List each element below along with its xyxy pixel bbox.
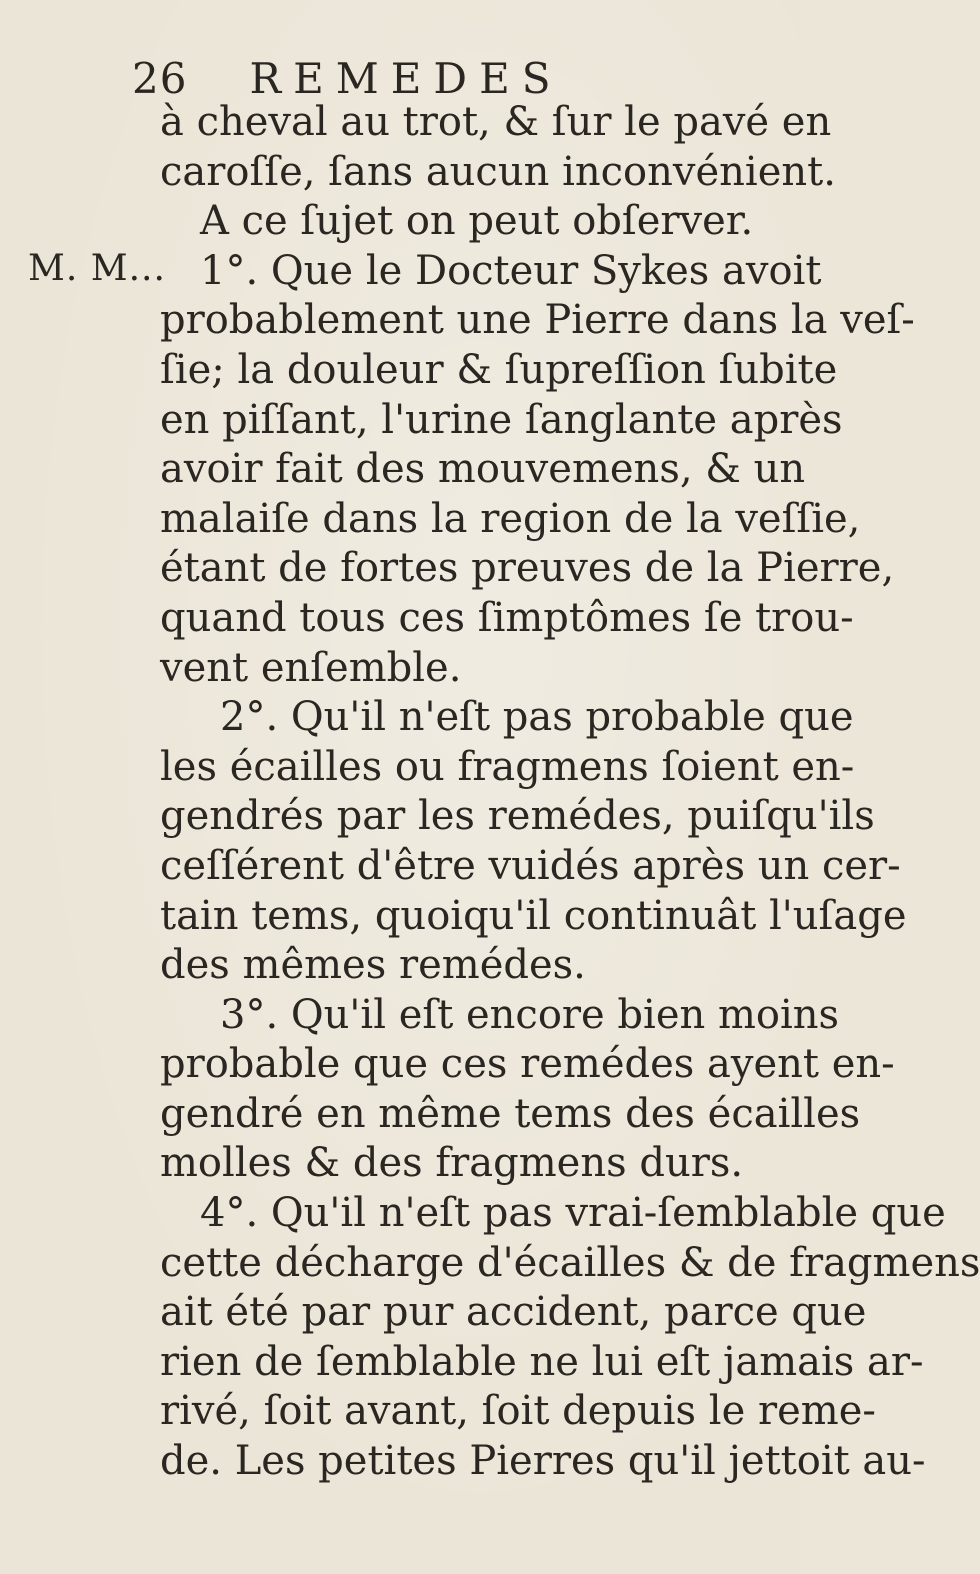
text-line: malaiſe dans la region de la veſſie, bbox=[160, 495, 861, 542]
running-title: REMEDES bbox=[249, 53, 563, 103]
text-line: 4°. Qu'il n'eſt pas vrai-ſemblable que bbox=[200, 1190, 946, 1237]
text-line: molles & des fragmens durs. bbox=[160, 1140, 744, 1187]
text-line: cette décharge d'écailles & de fragmens bbox=[160, 1239, 980, 1286]
margin-note: M. M... bbox=[28, 248, 166, 289]
text-line: ait été par pur accident, parce que bbox=[160, 1289, 867, 1336]
text-line: de. Les petites Pierres qu'il jettoit au- bbox=[160, 1438, 926, 1485]
text-line: ceſſérent d'être vuidés après un cer- bbox=[160, 842, 901, 889]
text-line: des mêmes remédes. bbox=[160, 942, 586, 989]
text-line: probable que ces remédes ayent en- bbox=[160, 1041, 895, 1088]
text-line: 1°. Que le Docteur Sykes avoit bbox=[200, 247, 822, 294]
text-line: à cheval au trot, & ſur le pavé en bbox=[160, 99, 832, 145]
text-line: les écailles ou fragmens ſoient en- bbox=[160, 743, 855, 790]
text-line: ſie; la douleur & ſupreſſion ſubite bbox=[160, 346, 838, 393]
text-line: étant de fortes preuves de la Pierre, bbox=[160, 545, 895, 592]
page-number: 26 bbox=[132, 53, 188, 103]
text-line: vent enſemble. bbox=[160, 644, 462, 691]
text-line: rien de ſemblable ne lui eſt jamais ar- bbox=[160, 1338, 924, 1385]
text-line: en piſſant, l'urine ſanglante après bbox=[160, 396, 843, 443]
text-line: tain tems, quoiqu'il continuât l'uſage bbox=[160, 892, 907, 939]
text-line: gendré en même tems des écailles bbox=[160, 1090, 861, 1137]
text-line: gendrés par les remédes, puiſqu'ils bbox=[160, 793, 875, 840]
text-line: rivé, ſoit avant, ſoit depuis le reme- bbox=[160, 1388, 876, 1435]
text-line: probablement une Pierre dans la veſ- bbox=[160, 297, 915, 344]
text-line: avoir fait des mouvemens, & un bbox=[160, 446, 806, 493]
text-line: A ce ſujet on peut obſerver. bbox=[200, 198, 754, 245]
text-line: quand tous ces ſimptômes ſe trou- bbox=[160, 594, 854, 641]
body-text bbox=[160, 98, 980, 1487]
text-line: 3°. Qu'il eſt encore bien moins bbox=[220, 991, 840, 1038]
text-line: 2°. Qu'il n'eſt pas probable que bbox=[220, 694, 854, 741]
text-line: caroſſe, ſans aucun inconvénient. bbox=[160, 148, 836, 195]
